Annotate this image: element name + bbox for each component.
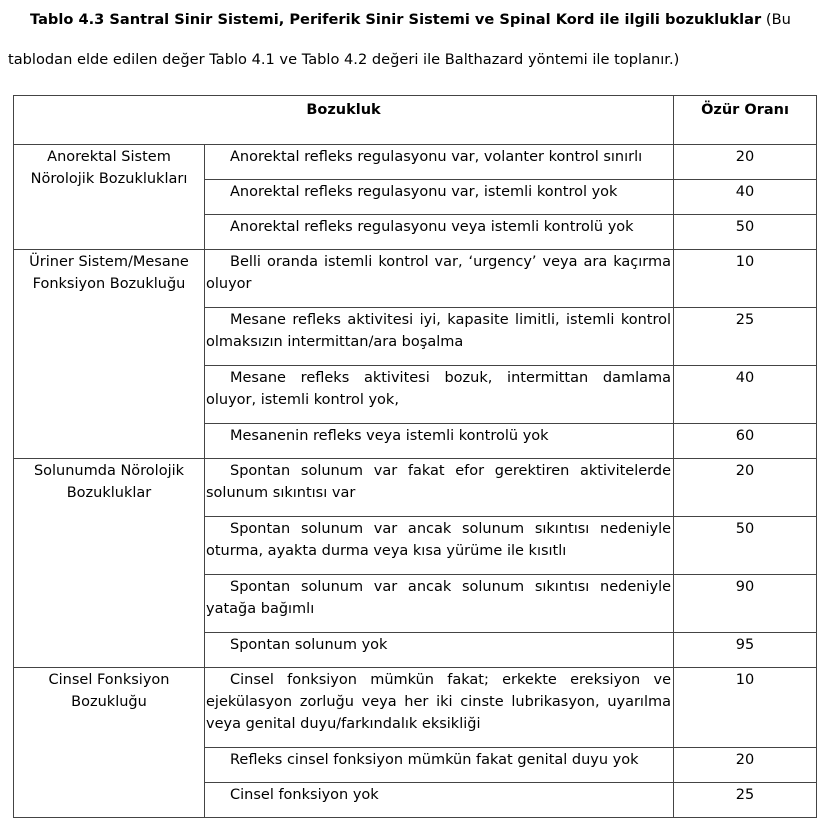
value-cell: 95	[674, 633, 817, 668]
description-cell: Spontan solunum var fakat efor gerektiren aktivitelerde solunum sıkıntısı var	[205, 459, 674, 517]
value-cell: 90	[674, 575, 817, 633]
value-cell: 40	[674, 366, 817, 424]
caption-line-2: tablodan elde edilen değer Tablo 4.1 ve Tablo 4.2 değeri ile Balthazard yöntemi ile toplanır.)	[8, 51, 680, 68]
description-cell: Anorektal refleks regulasyonu var, istemli kontrol yok	[205, 180, 674, 215]
description-cell: Cinsel fonksiyon mümkün fakat; erkekte ereksiyon ve ejekülasyon zorluğu veya her iki cinste lubrikasyon, uyarılma veya genital duyu/farkındalık eksikliği	[205, 668, 674, 748]
description-cell: Mesanenin refleks veya istemli kontrolü yok	[205, 424, 674, 459]
value-cell: 20	[674, 145, 817, 180]
value-cell: 20	[674, 748, 817, 783]
description-cell: Mesane refleks aktivitesi iyi, kapasite limitli, istemli kontrol olmaksızın intermittan/ara boşalma	[205, 308, 674, 366]
description-cell: Anorektal refleks regulasyonu var, volanter kontrol sınırlı	[205, 145, 674, 180]
value-cell: 60	[674, 424, 817, 459]
category-cell: Anorektal Sistem Nörolojik Bozuklukları	[14, 145, 205, 250]
description-cell: Mesane refleks aktivitesi bozuk, intermittan damlama oluyor, istemli kontrol yok,	[205, 366, 674, 424]
value-cell: 50	[674, 215, 817, 250]
value-cell: 25	[674, 308, 817, 366]
category-cell: Solunumda Nörolojik Bozukluklar	[14, 459, 205, 668]
header-bozukluk: Bozukluk	[14, 96, 674, 145]
table-row	[14, 250, 817, 308]
value-cell: 10	[674, 668, 817, 748]
value-cell: 25	[674, 783, 817, 818]
header-row	[14, 96, 817, 145]
table-row	[14, 145, 817, 180]
description-cell: Spontan solunum var ancak solunum sıkıntısı nedeniyle oturma, ayakta durma veya kısa yürüme ile kısıtlı	[205, 517, 674, 575]
caption-line-1	[0, 0, 834, 40]
caption-title: Tablo 4.3 Santral Sinir Sistemi, Periferik Sinir Sistemi ve Spinal Kord ile ilgili bozukluklar	[30, 11, 762, 28]
caption-title-rest: (Bu	[765, 11, 791, 28]
table-caption	[0, 0, 834, 80]
description-cell: Spontan solunum yok	[205, 633, 674, 668]
disability-table	[13, 95, 817, 818]
description-cell: Refleks cinsel fonksiyon mümkün fakat genital duyu yok	[205, 748, 674, 783]
table-row	[14, 668, 817, 748]
table-row	[14, 459, 817, 517]
value-cell: 20	[674, 459, 817, 517]
description-cell: Anorektal refleks regulasyonu veya istemli kontrolü yok	[205, 215, 674, 250]
description-cell: Belli oranda istemli kontrol var, ‘urgency’ veya ara kaçırma oluyor	[205, 250, 674, 308]
description-cell: Spontan solunum var ancak solunum sıkıntısı nedeniyle yatağa bağımlı	[205, 575, 674, 633]
header-ozur-orani: Özür Oranı	[674, 96, 817, 145]
category-cell: Üriner Sistem/Mesane Fonksiyon Bozukluğu	[14, 250, 205, 459]
category-cell: Cinsel Fonksiyon Bozukluğu	[14, 668, 205, 818]
value-cell: 50	[674, 517, 817, 575]
value-cell: 40	[674, 180, 817, 215]
description-cell: Cinsel fonksiyon yok	[205, 783, 674, 818]
value-cell: 10	[674, 250, 817, 308]
